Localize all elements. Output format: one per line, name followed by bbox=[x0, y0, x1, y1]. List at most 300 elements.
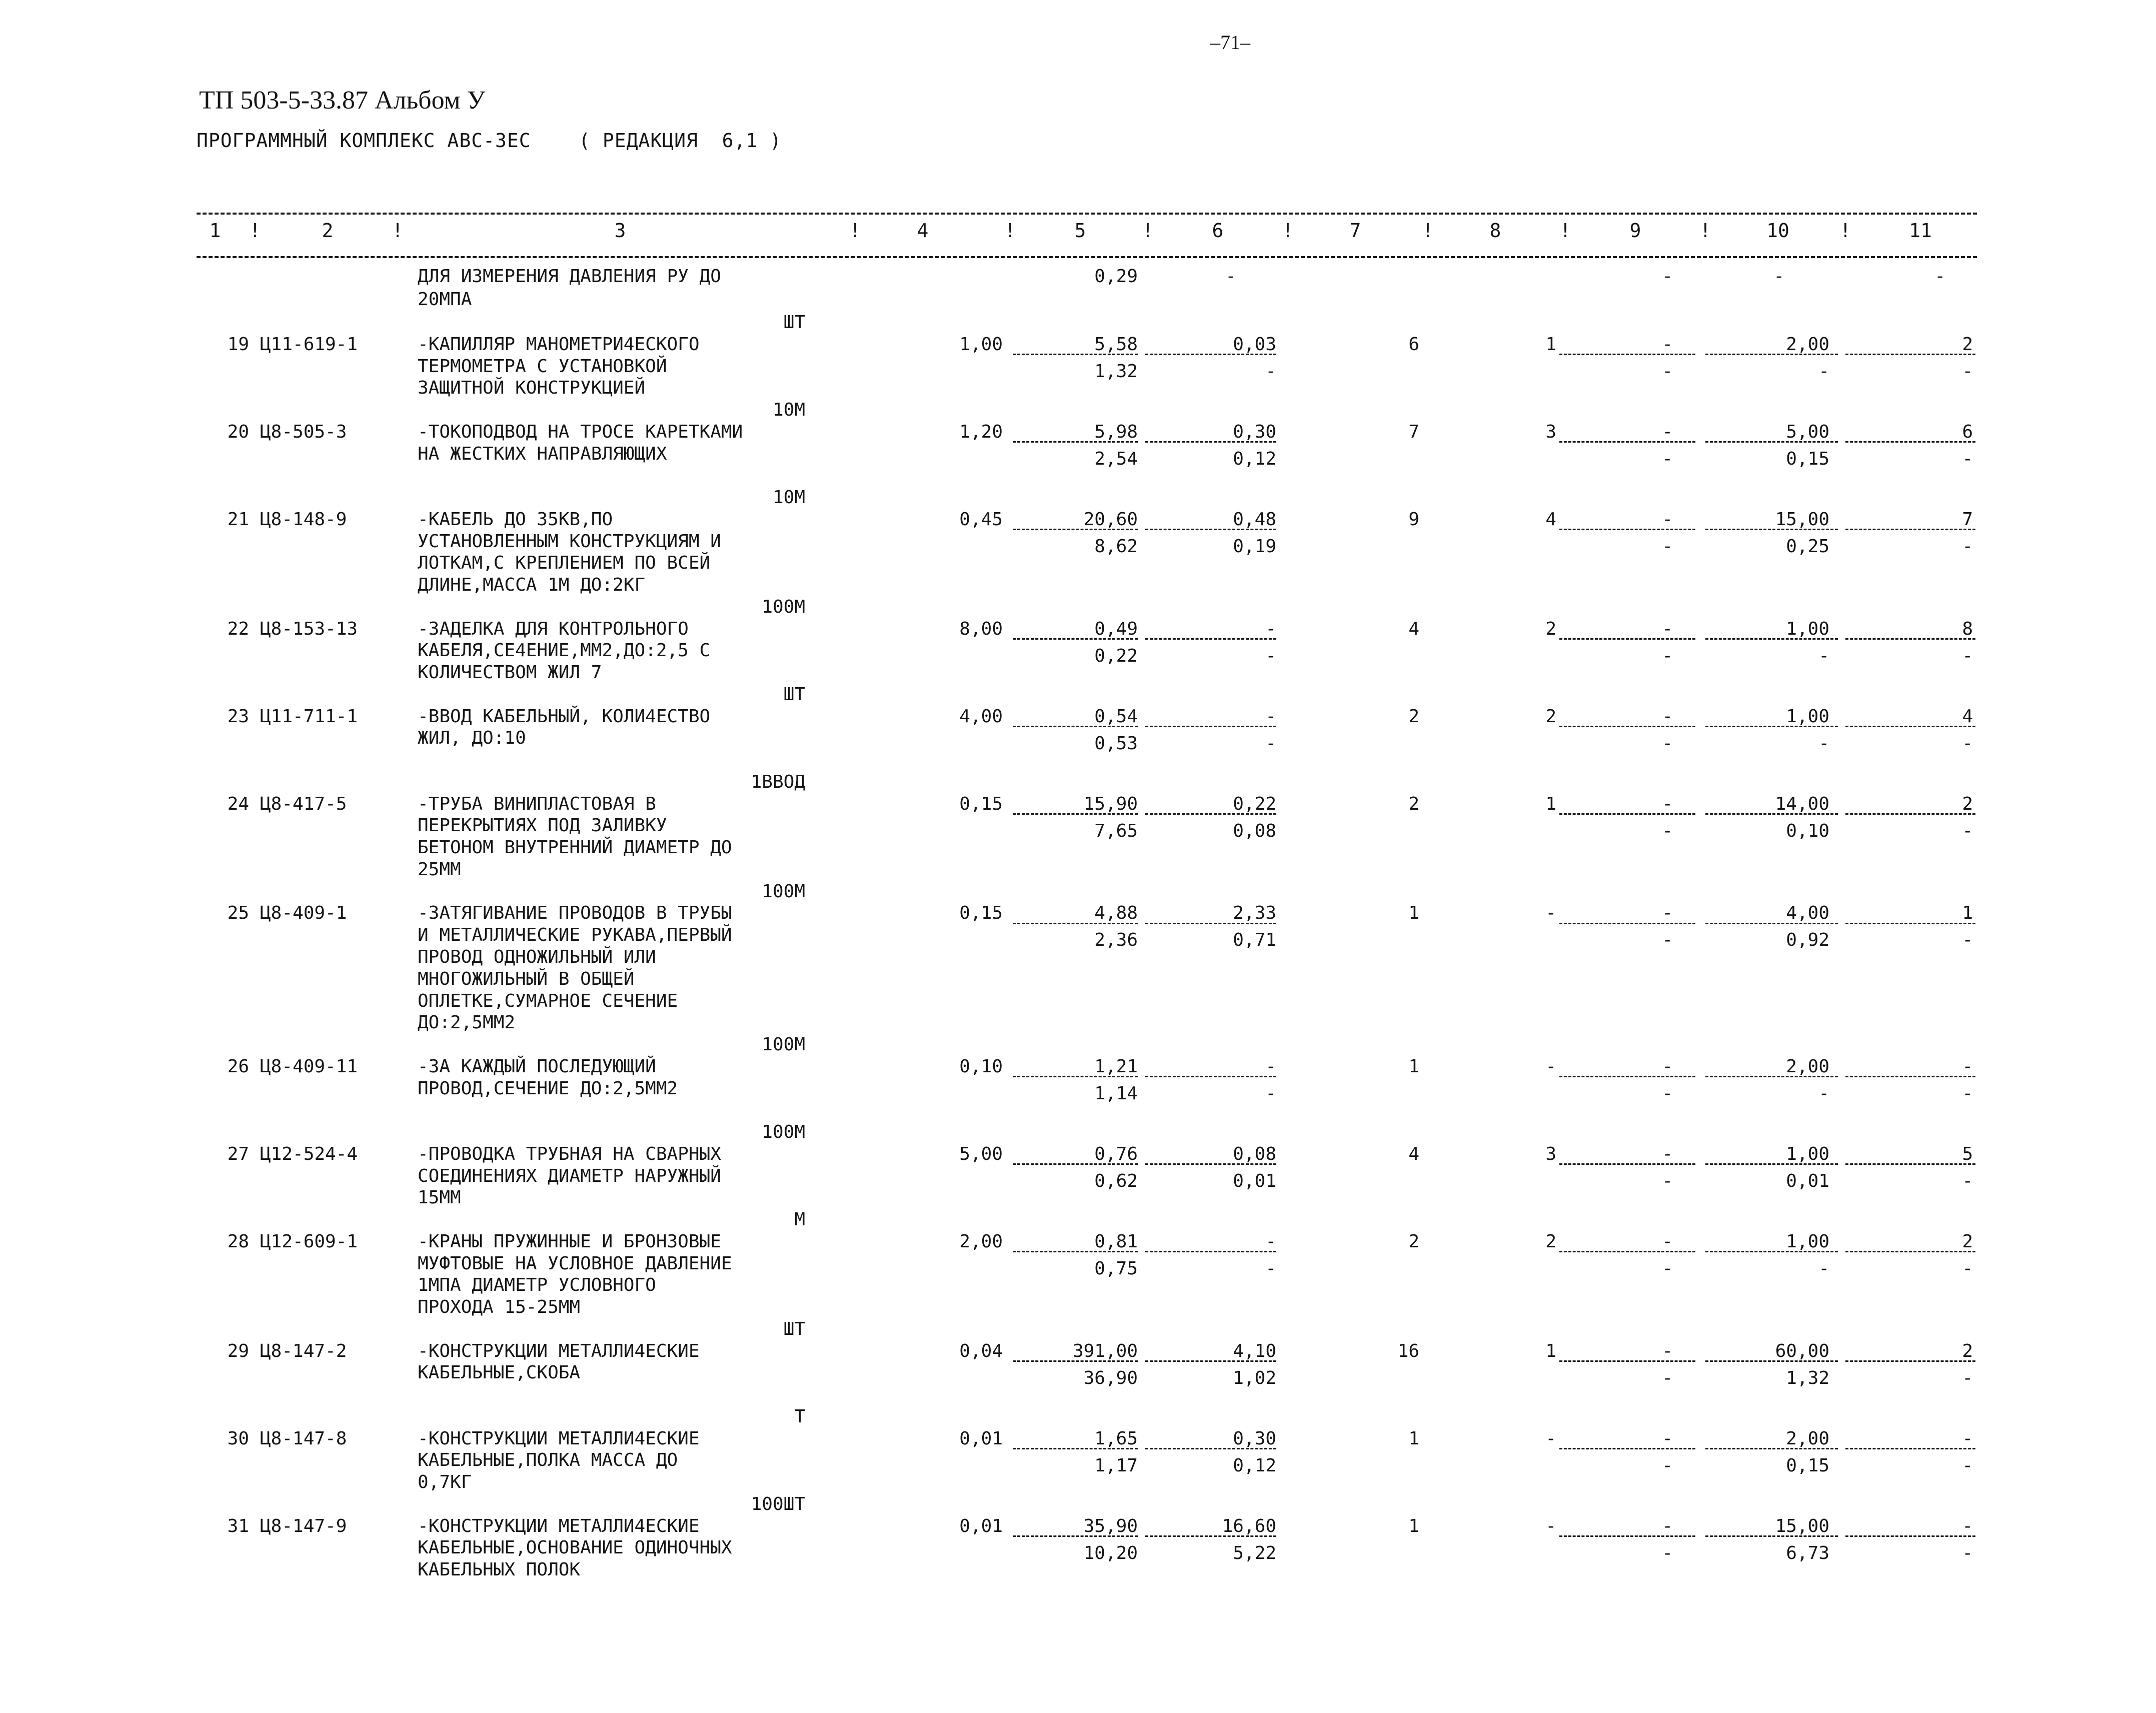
cell-col8: 1 bbox=[1545, 793, 1556, 814]
table-top-rule bbox=[197, 213, 1977, 215]
cell-col11-upper: - bbox=[1962, 1515, 1973, 1536]
cell-col6-upper: - bbox=[1265, 706, 1276, 727]
cell-col5-lower: 36,90 bbox=[1083, 1367, 1138, 1388]
row-code: Ц11-619-1 bbox=[260, 334, 358, 355]
cell-divider-c10 bbox=[1705, 1251, 1838, 1252]
cell-col11-upper: 1 bbox=[1962, 903, 1973, 924]
row-code: Ц8-147-2 bbox=[260, 1340, 347, 1361]
cell-col9-lower: - bbox=[1662, 733, 1673, 754]
cell-col5-lower: 0,29 bbox=[1094, 266, 1138, 287]
cell-divider-c9 bbox=[1559, 1163, 1695, 1165]
row-code: Ц8-505-3 bbox=[260, 421, 347, 442]
cell-col9-lower: - bbox=[1662, 1455, 1673, 1476]
cell-col10-upper: 1,00 bbox=[1786, 1231, 1829, 1252]
cell-divider-c10 bbox=[1705, 923, 1838, 924]
cell-col5-upper: 1,21 bbox=[1094, 1056, 1138, 1077]
cell-col10-lower: - bbox=[1773, 266, 1784, 287]
column-separator: ! bbox=[1004, 220, 1016, 242]
cell-col8: 2 bbox=[1545, 618, 1556, 639]
cell-col8: - bbox=[1545, 903, 1556, 924]
cell-col7: 9 bbox=[1408, 509, 1419, 530]
row-code: Ц8-147-9 bbox=[260, 1515, 347, 1536]
cell-col8: 1 bbox=[1545, 334, 1556, 355]
cell-col8: - bbox=[1545, 1515, 1556, 1536]
cell-col9-upper: - bbox=[1662, 1056, 1673, 1077]
cell-col9-lower: - bbox=[1662, 1542, 1673, 1563]
cell-col4: 0,01 bbox=[959, 1515, 1003, 1536]
cell-divider-c6 bbox=[1145, 1535, 1276, 1537]
cell-col9-lower: - bbox=[1662, 536, 1673, 557]
row-number: 20 bbox=[227, 421, 249, 442]
cell-col9-upper: - bbox=[1662, 334, 1673, 355]
cell-col4: 0,15 bbox=[959, 903, 1003, 924]
description-line: ТЕРМОМЕТРА С УСТАНОВКОЙ bbox=[418, 356, 667, 377]
description-line: ЗАЩИТНОЙ КОНСТРУКЦИЕЙ bbox=[418, 378, 646, 399]
column-header: 11 bbox=[1909, 220, 1932, 242]
cell-col10-lower: 0,10 bbox=[1786, 820, 1829, 841]
unit-of-measure: ШТ bbox=[783, 312, 805, 333]
row-number: 25 bbox=[227, 903, 249, 924]
cell-col4: 1,20 bbox=[959, 421, 1003, 442]
column-separator: ! bbox=[1142, 220, 1154, 242]
unit-of-measure: 1ВВОД bbox=[751, 771, 805, 792]
cell-col11-upper: 4 bbox=[1962, 706, 1973, 727]
unit-of-measure: 100ШТ bbox=[751, 1493, 805, 1514]
cell-col9-upper: - bbox=[1662, 903, 1673, 924]
description-line: 25ММ bbox=[418, 859, 461, 880]
cell-col7: 1 bbox=[1408, 1428, 1419, 1449]
description-line: ОПЛЕТКЕ,СУМАРНОЕ СЕЧЕНИЕ bbox=[418, 990, 678, 1011]
description-line: 15ММ bbox=[418, 1187, 461, 1208]
row-number: 27 bbox=[227, 1143, 249, 1164]
row-code: Ц8-409-1 bbox=[260, 903, 347, 924]
column-header: 4 bbox=[917, 220, 929, 242]
page-number: –71– bbox=[1210, 31, 1250, 54]
cell-col5-upper: 1,65 bbox=[1094, 1428, 1138, 1449]
cell-col10-lower: - bbox=[1818, 1083, 1829, 1104]
cell-col7: 2 bbox=[1408, 793, 1419, 814]
cell-col4: 4,00 bbox=[959, 706, 1003, 727]
description-line: КАБЕЛЬНЫХ ПОЛОК bbox=[418, 1559, 581, 1580]
row-number: 21 bbox=[227, 509, 249, 530]
cell-divider-c5 bbox=[1013, 1448, 1138, 1449]
row-code: Ц8-417-5 bbox=[260, 793, 347, 814]
cell-col5-lower: 0,62 bbox=[1094, 1170, 1138, 1191]
cell-col6-lower: - bbox=[1265, 733, 1276, 754]
cell-col6-upper: 2,33 bbox=[1233, 903, 1276, 924]
cell-col5-upper: 0,81 bbox=[1094, 1231, 1138, 1252]
cell-col6-upper: 0,30 bbox=[1233, 1428, 1276, 1449]
cell-col10-lower: - bbox=[1818, 645, 1829, 666]
unit-of-measure: 10М bbox=[772, 487, 805, 508]
cell-col6-upper: 0,30 bbox=[1233, 421, 1276, 442]
cell-col6-lower: 0,19 bbox=[1233, 536, 1276, 557]
cell-col5-upper: 15,90 bbox=[1083, 793, 1138, 814]
cell-col11-upper: 2 bbox=[1962, 1231, 1973, 1252]
description-line: -ТРУБА ВИНИПЛАСТОВАЯ В bbox=[418, 793, 656, 814]
description-line: МУФТОВЫЕ НА УСЛОВНОЕ ДАВЛЕНИЕ bbox=[418, 1253, 732, 1274]
cell-col5-upper: 5,98 bbox=[1094, 421, 1138, 442]
cell-divider-c9 bbox=[1559, 1360, 1695, 1362]
cell-col7: 2 bbox=[1408, 706, 1419, 727]
cell-col6-upper: 4,10 bbox=[1233, 1340, 1276, 1361]
cell-divider-c9 bbox=[1559, 1076, 1695, 1077]
cell-col9-upper: - bbox=[1662, 1231, 1673, 1252]
cell-col5-lower: 7,65 bbox=[1094, 820, 1138, 841]
cell-col9-upper: - bbox=[1662, 1143, 1673, 1164]
cell-col6-lower: 0,12 bbox=[1233, 1455, 1276, 1476]
row-code: Ц8-409-11 bbox=[260, 1056, 358, 1077]
cell-col11-lower: - bbox=[1962, 820, 1973, 841]
cell-divider-c6 bbox=[1145, 529, 1276, 530]
column-separator: ! bbox=[249, 220, 261, 242]
row-code: Ц8-148-9 bbox=[260, 509, 347, 530]
row-number: 28 bbox=[227, 1231, 249, 1252]
cell-col6-lower: 1,02 bbox=[1233, 1367, 1276, 1388]
cell-col5-upper: 0,49 bbox=[1094, 618, 1138, 639]
cell-col10-upper: 2,00 bbox=[1786, 334, 1829, 355]
cell-col7: 1 bbox=[1408, 1515, 1419, 1536]
cell-divider-c9 bbox=[1559, 1535, 1695, 1537]
description-line: -ПРОВОДКА ТРУБНАЯ НА СВАРНЫХ bbox=[418, 1143, 721, 1164]
cell-col4: 2,00 bbox=[959, 1231, 1003, 1252]
cell-col7: 7 bbox=[1408, 421, 1419, 442]
description-line: ДО:2,5ММ2 bbox=[418, 1012, 516, 1033]
cell-col11-lower: - bbox=[1962, 1455, 1973, 1476]
unit-of-measure: 100М bbox=[762, 1122, 805, 1143]
column-header: 7 bbox=[1349, 220, 1361, 242]
cell-col11-lower: - bbox=[1962, 645, 1973, 666]
column-header: 1 bbox=[209, 220, 221, 242]
row-code: Ц11-711-1 bbox=[260, 706, 358, 727]
cell-divider-c10 bbox=[1705, 1360, 1838, 1362]
cell-divider-c11 bbox=[1845, 1535, 1975, 1537]
description-line: -КОНСТРУКЦИИ МЕТАЛЛИ4ЕСКИЕ bbox=[418, 1428, 700, 1449]
row-number: 29 bbox=[227, 1340, 249, 1361]
cell-divider-c11 bbox=[1845, 441, 1975, 443]
cell-col4: 0,10 bbox=[959, 1056, 1003, 1077]
cell-col10-lower: - bbox=[1818, 1258, 1829, 1279]
cell-col8: 2 bbox=[1545, 1231, 1556, 1252]
cell-divider-c9 bbox=[1559, 638, 1695, 640]
cell-divider-c10 bbox=[1705, 1163, 1838, 1165]
cell-col5-upper: 35,90 bbox=[1083, 1515, 1138, 1536]
cell-col11-upper: 2 bbox=[1962, 1340, 1973, 1361]
cell-col4: 5,00 bbox=[959, 1143, 1003, 1164]
cell-col4: 0,15 bbox=[959, 793, 1003, 814]
cell-divider-c9 bbox=[1559, 813, 1695, 815]
cell-col10-upper: 1,00 bbox=[1786, 618, 1829, 639]
description-line: КАБЕЛЬНЫЕ,ОСНОВАНИЕ ОДИНОЧНЫХ bbox=[418, 1537, 732, 1558]
cell-col10-lower: - bbox=[1818, 733, 1829, 754]
cell-divider-c11 bbox=[1845, 813, 1975, 815]
cell-col10-upper: 14,00 bbox=[1775, 793, 1829, 814]
cell-divider-c5 bbox=[1013, 1163, 1138, 1165]
cell-divider-c6 bbox=[1145, 638, 1276, 640]
cell-col9-lower: - bbox=[1662, 645, 1673, 666]
cell-col5-lower: 0,53 bbox=[1094, 733, 1138, 754]
cell-divider-c9 bbox=[1559, 726, 1695, 727]
cell-col4: 0,01 bbox=[959, 1428, 1003, 1449]
description-line: -ЗАДЕЛКА ДЛЯ КОНТРОЛЬНОГО bbox=[418, 618, 689, 639]
unit-of-measure: 100М bbox=[762, 596, 805, 617]
unit-of-measure: М bbox=[794, 1209, 805, 1230]
unit-of-measure: 100М bbox=[762, 1034, 805, 1055]
cell-col9-lower: - bbox=[1662, 266, 1673, 287]
description-line: ЖИЛ, ДО:10 bbox=[418, 728, 526, 749]
cell-divider-c9 bbox=[1559, 529, 1695, 530]
column-separator: ! bbox=[1559, 220, 1571, 242]
cell-col10-lower: 1,32 bbox=[1786, 1367, 1829, 1388]
description-line: -ЗАТЯГИВАНИЕ ПРОВОДОВ В ТРУБЫ bbox=[418, 903, 732, 924]
cell-divider-c6 bbox=[1145, 1251, 1276, 1252]
cell-col5-lower: 0,22 bbox=[1094, 645, 1138, 666]
cell-col11-upper: 5 bbox=[1962, 1143, 1973, 1164]
cell-col8: 3 bbox=[1545, 421, 1556, 442]
column-separator: ! bbox=[1422, 220, 1434, 242]
cell-col5-lower: 1,14 bbox=[1094, 1083, 1138, 1104]
cell-col11-upper: 8 bbox=[1962, 618, 1973, 639]
cell-col11-lower: - bbox=[1962, 1367, 1973, 1388]
cell-col6-upper: - bbox=[1265, 618, 1276, 639]
cell-col5-lower: 0,75 bbox=[1094, 1258, 1138, 1279]
cell-divider-c10 bbox=[1705, 1535, 1838, 1537]
cell-divider-c6 bbox=[1145, 354, 1276, 355]
cell-col11-lower: - bbox=[1962, 448, 1973, 469]
description-line: КАБЕЛЯ,СЕ4ЕНИЕ,ММ2,ДО:2,5 С bbox=[418, 640, 711, 661]
cell-col9-upper: - bbox=[1662, 1340, 1673, 1361]
description-line: -КАПИЛЛЯР МАНОМЕТРИ4ЕСКОГО bbox=[418, 334, 700, 355]
cell-col6-lower: - bbox=[1265, 1258, 1276, 1279]
cell-divider-c6 bbox=[1145, 441, 1276, 443]
cell-col9-upper: - bbox=[1662, 618, 1673, 639]
cell-col5-upper: 0,54 bbox=[1094, 706, 1138, 727]
row-number: 30 bbox=[227, 1428, 249, 1449]
description-line: КАБЕЛЬНЫЕ,ПОЛКА МАССА ДО bbox=[418, 1450, 678, 1471]
cell-col5-upper: 0,76 bbox=[1094, 1143, 1138, 1164]
column-separator: ! bbox=[1699, 220, 1711, 242]
unit-of-measure: ШТ bbox=[783, 684, 805, 705]
cell-divider-c6 bbox=[1145, 923, 1276, 924]
description-line: ПРОВОД ОДНОЖИЛЬНЫЙ ИЛИ bbox=[418, 947, 656, 967]
cell-col10-upper: 15,00 bbox=[1775, 509, 1829, 530]
cell-col7: 16 bbox=[1397, 1340, 1419, 1361]
cell-col5-lower: 2,36 bbox=[1094, 930, 1138, 951]
cell-col10-lower: 0,92 bbox=[1786, 930, 1829, 951]
cell-col10-upper: 60,00 bbox=[1775, 1340, 1829, 1361]
cell-col8: - bbox=[1545, 1428, 1556, 1449]
cell-divider-c6 bbox=[1145, 726, 1276, 727]
cell-col6-upper: 0,22 bbox=[1233, 793, 1276, 814]
cell-col5-lower: 1,17 bbox=[1094, 1455, 1138, 1476]
cell-col5-lower: 1,32 bbox=[1094, 361, 1138, 382]
cell-col9-lower: - bbox=[1662, 930, 1673, 951]
cell-divider-c5 bbox=[1013, 354, 1138, 355]
cell-col4: 0,04 bbox=[959, 1340, 1003, 1361]
cell-col6-lower: - bbox=[1265, 1083, 1276, 1104]
cell-col11-lower: - bbox=[1962, 1542, 1973, 1563]
row-number: 26 bbox=[227, 1056, 249, 1077]
description-line: ПЕРЕКРЫТИЯХ ПОД ЗАЛИВКУ bbox=[418, 815, 667, 836]
cell-divider-c6 bbox=[1145, 813, 1276, 815]
cell-col11-upper: 2 bbox=[1962, 334, 1973, 355]
cell-col6-lower: 0,08 bbox=[1233, 820, 1276, 841]
cell-divider-c9 bbox=[1559, 1251, 1695, 1252]
cell-divider-c5 bbox=[1013, 1076, 1138, 1077]
cell-divider-c10 bbox=[1705, 354, 1838, 355]
cell-divider-c11 bbox=[1845, 1251, 1975, 1252]
cell-divider-c5 bbox=[1013, 923, 1138, 924]
description-line: ДЛЯ ИЗМЕРЕНИЯ ДАВЛЕНИЯ РУ ДО bbox=[418, 266, 721, 287]
column-header: 2 bbox=[322, 220, 334, 242]
cell-divider-c5 bbox=[1013, 1251, 1138, 1252]
row-code: Ц8-147-8 bbox=[260, 1428, 347, 1449]
cell-col6-lower: 0,01 bbox=[1233, 1170, 1276, 1191]
cell-col11-lower: - bbox=[1962, 1258, 1973, 1279]
cell-divider-c10 bbox=[1705, 529, 1838, 530]
cell-divider-c10 bbox=[1705, 813, 1838, 815]
cell-col9-lower: - bbox=[1662, 1258, 1673, 1279]
description-line: БЕТОНОМ ВНУТРЕННИЙ ДИАМЕТР ДО bbox=[418, 837, 732, 858]
cell-col9-upper: - bbox=[1662, 793, 1673, 814]
row-number: 19 bbox=[227, 334, 249, 355]
cell-col11-upper: 2 bbox=[1962, 793, 1973, 814]
cell-col7: 6 bbox=[1408, 334, 1419, 355]
cell-col11-lower: - bbox=[1962, 536, 1973, 557]
description-line: КАБЕЛЬНЫЕ,СКОБА bbox=[418, 1362, 581, 1383]
cell-col9-lower: - bbox=[1662, 1367, 1673, 1388]
description-line: ПРОХОДА 15-25ММ bbox=[418, 1297, 581, 1318]
cell-col6-lower: - bbox=[1265, 361, 1276, 382]
row-number: 24 bbox=[227, 793, 249, 814]
cell-col6-lower: - bbox=[1265, 645, 1276, 666]
description-line: УСТАНОВЛЕННЫМ КОНСТРУКЦИЯМ И bbox=[418, 531, 721, 552]
cell-col10-lower: - bbox=[1818, 361, 1829, 382]
cell-col5-upper: 5,58 bbox=[1094, 334, 1138, 355]
table-header-rule bbox=[197, 256, 1977, 258]
column-separator: ! bbox=[849, 220, 861, 242]
cell-col9-upper: - bbox=[1662, 1515, 1673, 1536]
column-separator: ! bbox=[392, 220, 404, 242]
cell-divider-c10 bbox=[1705, 441, 1838, 443]
cell-col10-upper: 2,00 bbox=[1786, 1056, 1829, 1077]
cell-col6-lower: 5,22 bbox=[1233, 1542, 1276, 1563]
cell-divider-c11 bbox=[1845, 1360, 1975, 1362]
column-separator: ! bbox=[1839, 220, 1851, 242]
cell-divider-c6 bbox=[1145, 1448, 1276, 1449]
description-line: 20МПА bbox=[418, 289, 472, 310]
cell-divider-c5 bbox=[1013, 441, 1138, 443]
cell-col5-upper: 391,00 bbox=[1072, 1340, 1138, 1361]
cell-col6-upper: - bbox=[1265, 1056, 1276, 1077]
cell-col10-lower: 0,15 bbox=[1786, 1455, 1829, 1476]
cell-divider-c11 bbox=[1845, 638, 1975, 640]
cell-col4: 8,00 bbox=[959, 618, 1003, 639]
cell-divider-c6 bbox=[1145, 1360, 1276, 1362]
cell-col6-lower: 0,12 bbox=[1233, 448, 1276, 469]
unit-of-measure: 100М bbox=[762, 881, 805, 902]
unit-of-measure: 10М bbox=[772, 400, 805, 421]
cell-divider-c9 bbox=[1559, 1448, 1695, 1449]
cell-col6-upper: 0,48 bbox=[1233, 509, 1276, 530]
cell-divider-c5 bbox=[1013, 1535, 1138, 1537]
cell-col8: - bbox=[1545, 1056, 1556, 1077]
cell-divider-c10 bbox=[1705, 726, 1838, 727]
cell-divider-c9 bbox=[1559, 923, 1695, 924]
row-code: Ц12-609-1 bbox=[260, 1231, 358, 1252]
cell-col10-upper: 15,00 bbox=[1775, 1515, 1829, 1536]
description-line: СОЕДИНЕНИЯХ ДИАМЕТР НАРУЖНЫЙ bbox=[418, 1165, 721, 1186]
cell-divider-c6 bbox=[1145, 1076, 1276, 1077]
cell-divider-c9 bbox=[1559, 354, 1695, 355]
cell-divider-c5 bbox=[1013, 1360, 1138, 1362]
description-line: -ВВОД КАБЕЛЬНЫЙ, КОЛИ4ЕСТВО bbox=[418, 706, 711, 727]
cell-col11-upper: - bbox=[1962, 1428, 1973, 1449]
cell-divider-c11 bbox=[1845, 1076, 1975, 1077]
cell-col6-lower: 0,71 bbox=[1233, 930, 1276, 951]
cell-col11-lower: - bbox=[1934, 266, 1945, 287]
cell-col11-lower: - bbox=[1962, 733, 1973, 754]
cell-col11-lower: - bbox=[1962, 361, 1973, 382]
cell-divider-c11 bbox=[1845, 1448, 1975, 1449]
cell-divider-c11 bbox=[1845, 529, 1975, 530]
cell-col10-upper: 4,00 bbox=[1786, 903, 1829, 924]
description-line: 1МПА ДИАМЕТР УСЛОВНОГО bbox=[418, 1275, 656, 1296]
cell-divider-c11 bbox=[1845, 923, 1975, 924]
cell-col9-lower: - bbox=[1662, 820, 1673, 841]
cell-col5-lower: 8,62 bbox=[1094, 536, 1138, 557]
cell-col9-lower: - bbox=[1662, 361, 1673, 382]
cell-col11-lower: - bbox=[1962, 1170, 1973, 1191]
cell-divider-c5 bbox=[1013, 638, 1138, 640]
cell-divider-c10 bbox=[1705, 1076, 1838, 1077]
unit-of-measure: Т bbox=[794, 1406, 805, 1427]
description-line: -ТОКОПОДВОД НА ТРОСЕ КАРЕТКАМИ bbox=[418, 421, 743, 442]
cell-col4: 1,00 bbox=[959, 334, 1003, 355]
cell-col9-upper: - bbox=[1662, 706, 1673, 727]
description-line: ЛОТКАМ,С КРЕПЛЕНИЕМ ПО ВСЕЙ bbox=[418, 553, 711, 574]
cell-col7: 1 bbox=[1408, 903, 1419, 924]
cell-divider-c5 bbox=[1013, 529, 1138, 530]
cell-divider-c5 bbox=[1013, 726, 1138, 727]
cell-col9-lower: - bbox=[1662, 1170, 1673, 1191]
cell-col9-lower: - bbox=[1662, 1083, 1673, 1104]
document-subtitle: ПРОГРАММНЫЙ КОМПЛЕКС АВС-3ЕС ( РЕДАКЦИЯ 6,1 ) bbox=[197, 130, 782, 152]
cell-col10-lower: 0,15 bbox=[1786, 448, 1829, 469]
cell-col6-upper: 0,08 bbox=[1233, 1143, 1276, 1164]
cell-col5-lower: 2,54 bbox=[1094, 448, 1138, 469]
cell-col10-upper: 2,00 bbox=[1786, 1428, 1829, 1449]
column-header: 6 bbox=[1212, 220, 1224, 242]
cell-col7: 4 bbox=[1408, 1143, 1419, 1164]
description-line: -КРАНЫ ПРУЖИННЫЕ И БРОНЗОВЫЕ bbox=[418, 1231, 721, 1252]
row-number: 23 bbox=[227, 706, 249, 727]
description-line: -КОНСТРУКЦИИ МЕТАЛЛИ4ЕСКИЕ bbox=[418, 1340, 700, 1361]
description-line: НА ЖЕСТКИХ НАПРАВЛЯЮЩИХ bbox=[418, 443, 667, 464]
cell-col9-upper: - bbox=[1662, 509, 1673, 530]
cell-col4: 0,45 bbox=[959, 509, 1003, 530]
description-line: МНОГОЖИЛЬНЫЙ В ОБЩЕЙ bbox=[418, 968, 635, 989]
column-header: 8 bbox=[1489, 220, 1501, 242]
cell-divider-c6 bbox=[1145, 1163, 1276, 1165]
cell-col7: 4 bbox=[1408, 618, 1419, 639]
cell-divider-c11 bbox=[1845, 1163, 1975, 1165]
cell-col6-upper: 16,60 bbox=[1222, 1515, 1276, 1536]
cell-col5-upper: 20,60 bbox=[1083, 509, 1138, 530]
cell-col10-upper: 1,00 bbox=[1786, 706, 1829, 727]
cell-col10-lower: 6,73 bbox=[1786, 1542, 1829, 1563]
cell-col5-lower: 10,20 bbox=[1083, 1542, 1138, 1563]
